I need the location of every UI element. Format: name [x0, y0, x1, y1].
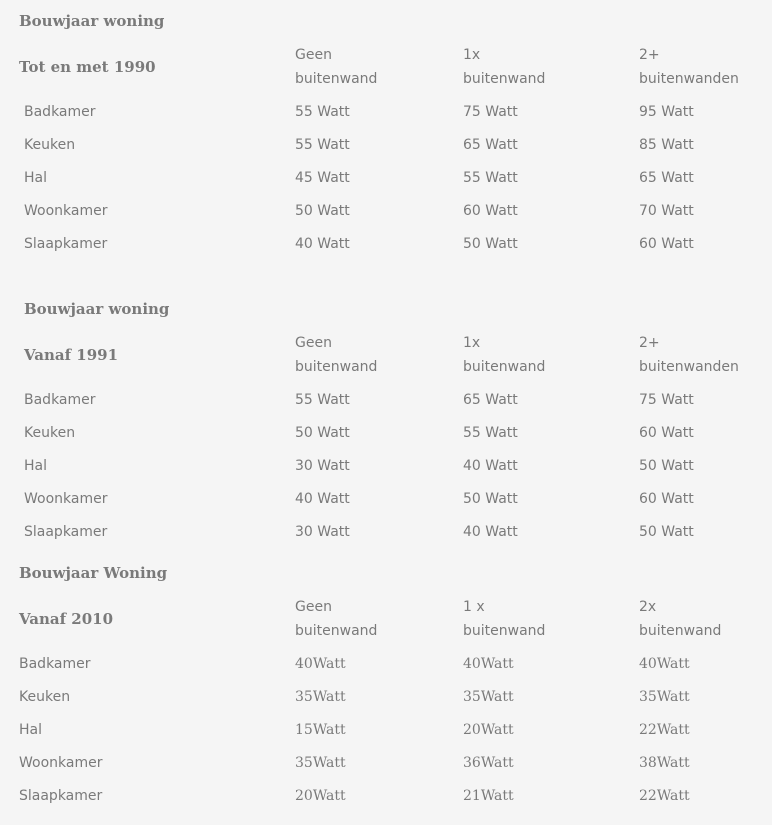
cell-value: 40 Watt — [463, 458, 518, 474]
cell-value: 35Watt — [639, 689, 690, 705]
cell-value: 55 Watt — [463, 425, 518, 441]
cell-value: 55 Watt — [295, 104, 350, 120]
cell-value: 50 Watt — [295, 425, 350, 441]
cell-value: 65 Watt — [639, 170, 694, 186]
row-label: Badkamer — [24, 104, 96, 120]
cell-value: 50 Watt — [463, 236, 518, 252]
cell-value: 36Watt — [463, 755, 514, 771]
section-title: Bouwjaar woning — [24, 300, 170, 318]
cell-value: 50 Watt — [639, 458, 694, 474]
cell-value: 35Watt — [463, 689, 514, 705]
cell-value: 38Watt — [639, 755, 690, 771]
cell-value: 60 Watt — [639, 425, 694, 441]
row-label: Hal — [19, 722, 42, 738]
cell-value: 65 Watt — [463, 137, 518, 153]
cell-value: 15Watt — [295, 722, 346, 738]
cell-value: 40 Watt — [295, 236, 350, 252]
cell-value: 40Watt — [639, 656, 690, 672]
column-header-2plus: 2+ buitenwanden — [639, 335, 739, 375]
cell-value: 30 Watt — [295, 524, 350, 540]
row-label: Hal — [24, 170, 47, 186]
column-header-1x: 1 x buitenwand — [463, 599, 546, 639]
cell-value: 55 Watt — [295, 392, 350, 408]
cell-value: 85 Watt — [639, 137, 694, 153]
section-subtitle: Vanaf 1991 — [24, 346, 119, 364]
row-label: Hal — [24, 458, 47, 474]
column-header-geen: Geen buitenwand — [295, 335, 378, 375]
cell-value: 95 Watt — [639, 104, 694, 120]
cell-value: 75 Watt — [639, 392, 694, 408]
row-label: Keuken — [19, 689, 71, 705]
cell-value: 22Watt — [639, 722, 690, 738]
cell-value: 20Watt — [295, 788, 346, 804]
section-subtitle: Vanaf 2010 — [19, 610, 114, 628]
row-label: Slaapkamer — [24, 524, 108, 540]
row-label: Woonkamer — [24, 491, 108, 507]
cell-value: 75 Watt — [463, 104, 518, 120]
section-title: Bouwjaar woning — [19, 12, 165, 30]
column-header-geen: Geen buitenwand — [295, 47, 378, 87]
cell-value: 50 Watt — [639, 524, 694, 540]
cell-value: 40 Watt — [295, 491, 350, 507]
column-header-1x: 1x buitenwand — [463, 335, 546, 375]
cell-value: 35Watt — [295, 689, 346, 705]
cell-value: 65 Watt — [463, 392, 518, 408]
row-label: Keuken — [24, 425, 76, 441]
cell-value: 45 Watt — [295, 170, 350, 186]
cell-value: 55 Watt — [295, 137, 350, 153]
row-label: Woonkamer — [19, 755, 103, 771]
cell-value: 20Watt — [463, 722, 514, 738]
row-label: Badkamer — [19, 656, 91, 672]
row-label: Badkamer — [24, 392, 96, 408]
section-subtitle: Tot en met 1990 — [19, 58, 156, 76]
row-label: Slaapkamer — [19, 788, 103, 804]
cell-value: 70 Watt — [639, 203, 694, 219]
column-header-2plus: 2+ buitenwanden — [639, 47, 739, 87]
cell-value: 35Watt — [295, 755, 346, 771]
cell-value: 40Watt — [463, 656, 514, 672]
cell-value: 50 Watt — [463, 491, 518, 507]
row-label: Keuken — [24, 137, 76, 153]
cell-value: 55 Watt — [463, 170, 518, 186]
cell-value: 60 Watt — [463, 203, 518, 219]
cell-value: 40Watt — [295, 656, 346, 672]
row-label: Woonkamer — [24, 203, 108, 219]
cell-value: 60 Watt — [639, 491, 694, 507]
cell-value: 40 Watt — [463, 524, 518, 540]
cell-value: 30 Watt — [295, 458, 350, 474]
column-header-geen: Geen buitenwand — [295, 599, 378, 639]
section-title: Bouwjaar Woning — [19, 564, 168, 582]
column-header-1x: 1x buitenwand — [463, 47, 546, 87]
column-header-2x: 2x buitenwand — [639, 599, 722, 639]
cell-value: 22Watt — [639, 788, 690, 804]
row-label: Slaapkamer — [24, 236, 108, 252]
cell-value: 21Watt — [463, 788, 514, 804]
cell-value: 50 Watt — [295, 203, 350, 219]
cell-value: 60 Watt — [639, 236, 694, 252]
